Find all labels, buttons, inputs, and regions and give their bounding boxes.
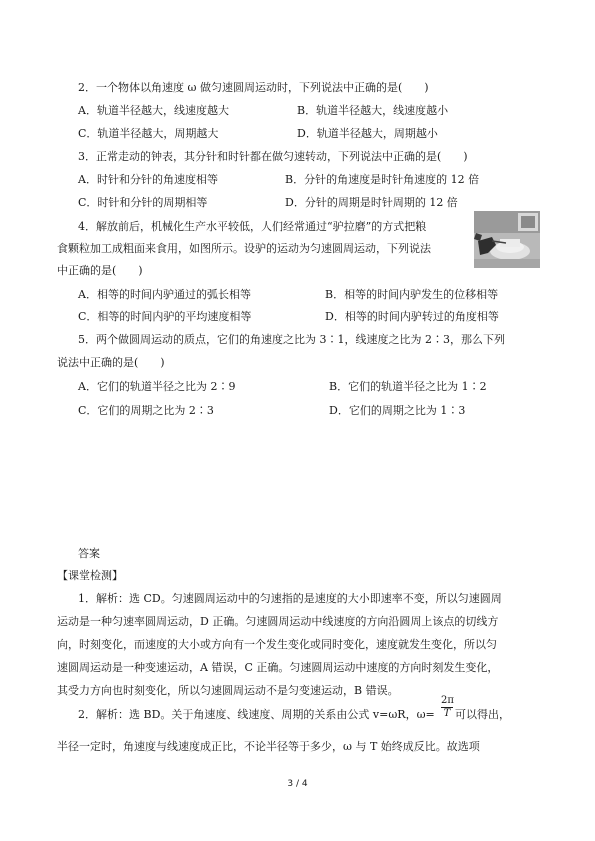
answer-1-line-5: 其受力方向也时刻变化，所以匀速圆周运动不是匀变速运动，B 错误。 [57, 684, 399, 697]
q3-option-a: A．时针和分针的角速度相等 [78, 173, 218, 186]
q5-stem-line-2: 说法中正确的是( ) [57, 356, 165, 369]
q4-option-c: C．相等的时间内驴的平均速度相等 [78, 310, 252, 323]
fraction-numerator: 2π [441, 695, 454, 706]
answers-title: 答案 [78, 547, 100, 560]
answers-section-label: 【课堂检测】 [57, 569, 123, 582]
q4-option-b: B．相等的时间内驴发生的位移相等 [325, 288, 499, 301]
answer-2-line-1: 2．解析：选 BD。关于角速度、线速度、周期的关系由公式 v=ωR，ω= [78, 708, 435, 721]
q2-option-d: D．轨道半径越大，周期越小 [297, 127, 438, 140]
q2-option-c: C．轨道半径越大，周期越大 [78, 127, 219, 140]
answer-1-line-4: 速圆周运动是一种变速运动，A 错误，C 正确。匀速圆周运动中速度的方向时刻发生变化， [57, 661, 499, 674]
answer-2-line-2: 半径一定时，角速度与线速度成正比，不论半径等于多少，ω 与 T 始终成反比。故选项 [57, 740, 480, 753]
q3-option-d: D．分针的周期是时针周期的 12 倍 [285, 196, 458, 209]
q5-option-d: D．它们的周期之比为 1∶3 [329, 404, 466, 417]
answer-1-line-3: 向，时刻变化，而速度的大小或方向有一个发生变化或同时变化，速度就发生变化，所以匀 [57, 638, 497, 651]
q3-option-b: B．分针的角速度是时针角速度的 12 倍 [285, 173, 480, 186]
q3-option-c: C．时针和分针的周期相等 [78, 196, 208, 209]
answer-1-line-1: 1．解析：选 CD。匀速圆周运动中的匀速指的是速度的大小即速率不变，所以匀速圆周 [78, 592, 502, 605]
q5-option-c: C．它们的周期之比为 2∶3 [78, 404, 214, 417]
q5-option-b: B．它们的轨道半径之比为 1∶2 [329, 380, 487, 393]
fraction-denominator: T [443, 708, 451, 719]
q2-stem: 2．一个物体以角速度 ω 做匀速圆周运动时，下列说法中正确的是( ) [78, 81, 429, 94]
q5-option-a: A．它们的轨道半径之比为 2∶9 [78, 380, 236, 393]
answer-1-line-2: 运动是一种匀速率圆周运动，D 正确。匀速圆周运动中线速度的方向沿圆周上该点的切线方 [57, 615, 499, 628]
q4-option-d: D．相等的时间内驴转过的角度相等 [325, 310, 499, 323]
q2-option-b: B．轨道半径越大，线速度越小 [297, 104, 449, 117]
donkey-mill-illustration [474, 211, 540, 268]
page-number: 3 / 4 [287, 779, 308, 789]
fraction-2pi-over-t [441, 695, 453, 720]
q4-stem-line-2: 食颗粒加工成粗面来食用，如图所示。设驴的运动为匀速圆周运动，下列说法 [57, 242, 431, 255]
q3-stem: 3．正常走动的钟表，其分针和时针都在做匀速转动，下列说法中正确的是( ) [78, 150, 468, 163]
q4-stem-line-1: 4．解放前后，机械化生产水平较低，人们经常通过“驴拉磨”的方式把粮 [78, 220, 427, 233]
q5-stem-line-1: 5．两个做圆周运动的质点，它们的角速度之比为 3∶1，线速度之比为 2∶3，那么下列 [78, 333, 505, 346]
q2-option-a: A．轨道半径越大，线速度越大 [78, 104, 229, 117]
answer-2-line-1-tail: 可以得出， [455, 708, 510, 721]
donkey-mill-photo [474, 211, 540, 268]
q4-option-a: A．相等的时间内驴通过的弧长相等 [78, 288, 251, 301]
q4-stem-line-3: 中正确的是( ) [57, 264, 143, 277]
